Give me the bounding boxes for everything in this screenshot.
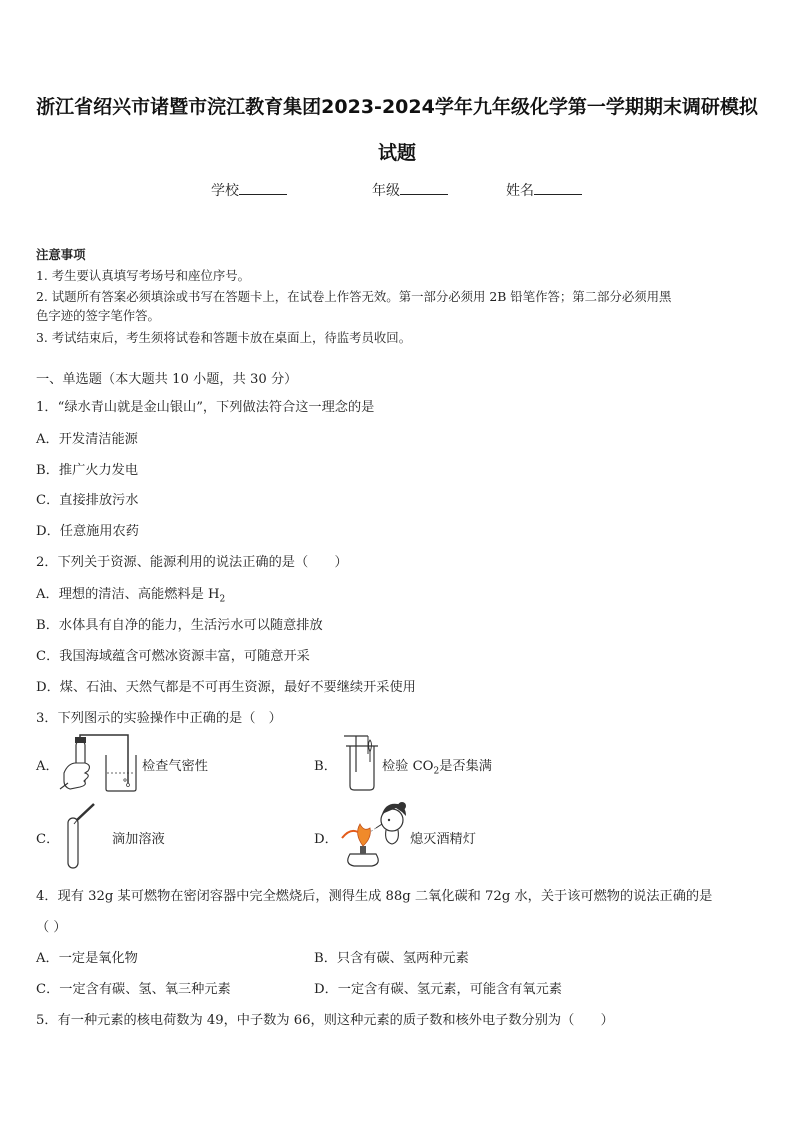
q4-option-a[interactable]: A．一定是氧化物 [36,951,138,966]
grade-label: 年级 [372,183,400,199]
q2-option-a-sub: 2 [219,594,226,605]
student-info-row [0,180,794,200]
q4-option-c[interactable]: C．一定含有碳、氢、氧三种元素 [36,982,231,997]
q4-stem-line1: 4．现有 32g 某可燃物在密闭容器中完全燃烧后，测得生成 88g 二氧化碳和 72g 水，关于该可燃物的说法正确的是 [36,889,713,904]
q3-option-b-label [382,755,492,777]
q3-stem: 3．下列图示的实验操作中正确的是（ ） [36,711,282,726]
blowing-lamp-figure [336,798,410,870]
q1-stem: 1．“绿水青山就是金山银山”，下列做法符合这一理念的是 [36,400,375,415]
q2-option-a[interactable] [36,583,225,605]
name-blank[interactable] [534,180,582,195]
q3-option-b-label-pre: 检验 CO [382,759,434,774]
q2-option-c[interactable]: C．我国海域蕴含可燃冰资源丰富，可随意开采 [36,649,310,664]
school-field[interactable] [211,180,287,200]
q2-option-a-text: A．理想的清洁、高能燃料是 H [36,587,220,602]
q2-option-b[interactable]: B．水体具有自净的能力，生活污水可以随意排放 [36,618,323,633]
q3-option-d-label: 熄灭酒精灯 [410,832,476,847]
name-field[interactable] [506,180,582,200]
grade-blank[interactable] [400,180,448,195]
q3-option-c-label: 滴加溶液 [112,832,165,847]
notes-item: 2. 试题所有答案必须填涂或书写在答题卡上，在试卷上作答无效。第一部分必须用 2B 铅笔作答；第二部分必须用黑 [36,289,672,304]
q4-option-d[interactable]: D．一定含有碳、氢元素，可能含有氧元素 [314,982,562,997]
notes-heading: 注意事项 [36,247,86,262]
school-label: 学校 [211,183,239,199]
q3-option-b-label-sub: 2 [433,766,440,777]
q4-option-b[interactable]: B．只含有碳、氢两种元素 [314,951,469,966]
q1-option-c[interactable]: C．直接排放污水 [36,493,139,508]
name-label: 姓名 [506,183,534,199]
q3-option-c-letter[interactable]: C． [36,832,60,847]
exam-title-line2: 试题 [377,142,416,164]
notes-item: 1. 考生要认真填写考场号和座位序号。 [36,268,251,283]
co2-check-figure [340,732,384,792]
q3-option-a-label: 检查气密性 [142,759,208,774]
dropping-liquid-figure [64,802,104,870]
q3-option-a-letter[interactable]: A． [36,759,59,774]
grade-field[interactable] [372,180,448,200]
q1-option-d[interactable]: D．任意施用农药 [36,524,139,539]
section-heading: 一、单选题（本大题共 10 小题，共 30 分） [36,372,298,387]
q2-stem: 2．下列关于资源、能源利用的说法正确的是（ ） [36,555,348,570]
q3-option-b-letter[interactable]: B． [314,759,337,774]
q1-option-a[interactable]: A．开发清洁能源 [36,432,138,447]
q1-option-b[interactable]: B．推广火力发电 [36,463,139,478]
q2-option-d[interactable]: D．煤、石油、天然气都是不可再生资源，最好不要继续开采使用 [36,680,416,695]
notes-item: 色字迹的签字笔作答。 [36,308,160,323]
q5-stem: 5．有一种元素的核电荷数为 49，中子数为 66，则这种元素的质子数和核外电子数分别为（ ） [36,1013,614,1028]
exam-title-line1: 浙江省绍兴市诸暨市浣江教育集团2023-2024学年九年级化学第一学期期末调研模拟 [36,96,758,118]
school-blank[interactable] [239,180,287,195]
exam-title [30,84,764,176]
q3-option-d-letter[interactable]: D． [314,832,338,847]
notes-item: 3. 考试结束后，考生须将试卷和答题卡放在桌面上，待监考员收回。 [36,330,412,345]
q3-option-b-label-post: 是否集满 [439,759,492,774]
q4-stem-line2: （ ） [36,920,67,935]
airtightness-check-figure [58,733,144,793]
